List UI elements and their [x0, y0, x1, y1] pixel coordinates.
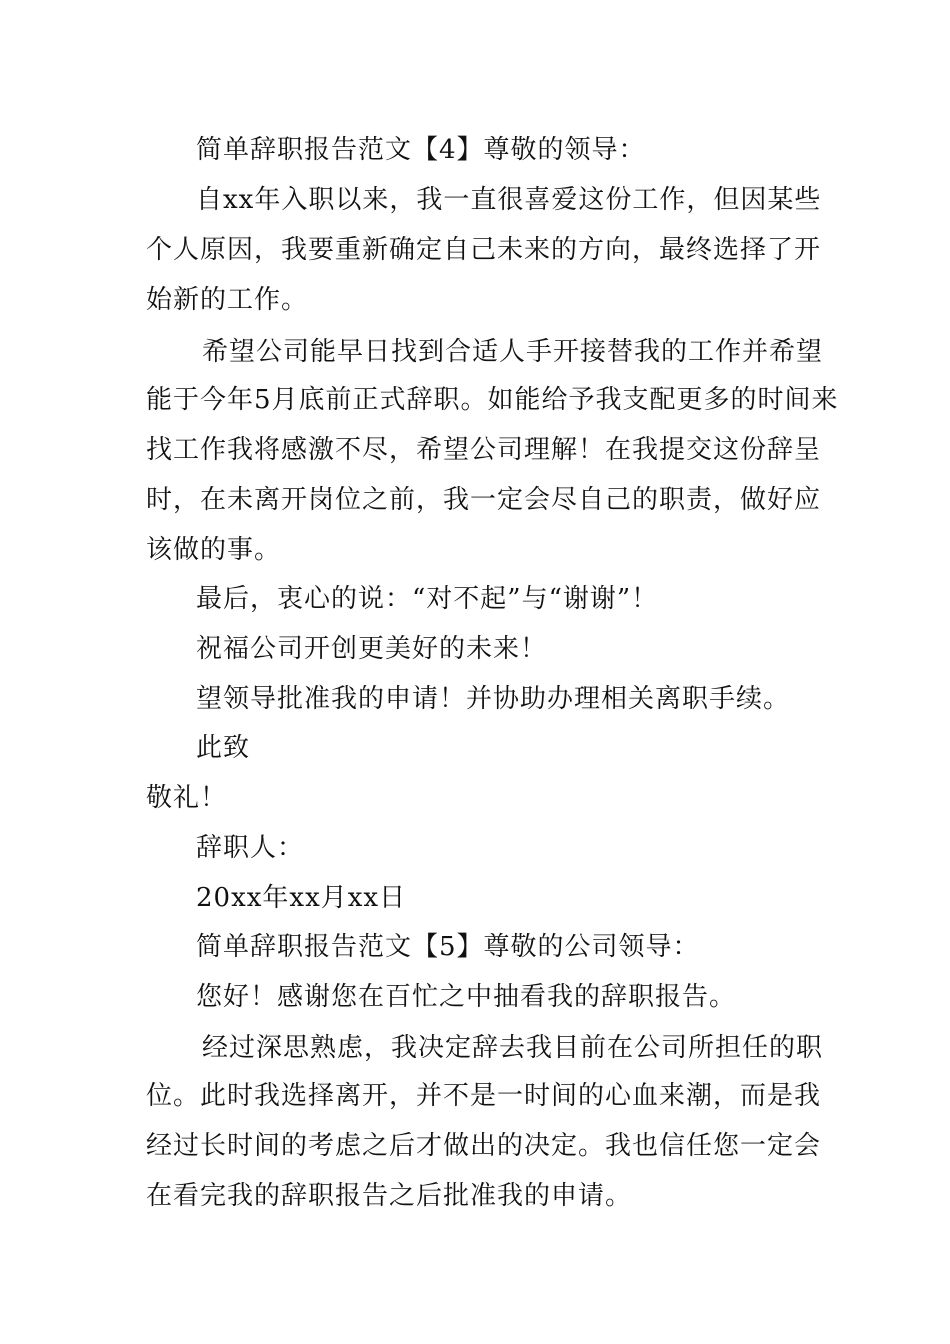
paragraph-line: 祝福公司开创更美好的未来！ [196, 634, 548, 664]
paragraph-line: 时，在未离开岗位之前，我一定会尽自己的职责，做好应 [146, 485, 822, 515]
paragraph-line: 您好！感谢您在百忙之中抽看我的辞职报告。 [196, 982, 737, 1012]
date-line: 20xx年xx月xx日 [196, 883, 407, 913]
signature-label: 辞职人： [196, 833, 305, 863]
paragraph-line: 始新的工作。 [146, 285, 309, 315]
closing-line: 此致 [196, 733, 251, 763]
heading-sample-4: 简单辞职报告范文【4】尊敬的领导： [196, 135, 646, 165]
closing-line: 敬礼！ [146, 783, 228, 813]
paragraph-line: 经过深思熟虑，我决定辞去我目前在公司所担任的职 [202, 1033, 824, 1063]
paragraph-line: 位。此时我选择离开，并不是一时间的心血来潮，而是我 [146, 1081, 822, 1111]
paragraph-line: 望领导批准我的申请！并协助办理相关离职手续。 [196, 684, 791, 714]
paragraph-line: 找工作我将感激不尽，希望公司理解！在我提交这份辞呈 [146, 435, 822, 465]
paragraph-line: 该做的事。 [146, 535, 282, 565]
paragraph-line: 个人原因，我要重新确定自己未来的方向，最终选择了开 [146, 235, 822, 265]
paragraph-line: 自xx年入职以来，我一直很喜爱这份工作，但因某些 [196, 185, 822, 215]
paragraph-line: 能于今年5月底前正式辞职。如能给予我支配更多的时间来 [146, 385, 839, 415]
paragraph-line: 经过长时间的考虑之后才做出的决定。我也信任您一定会 [146, 1131, 822, 1161]
paragraph-line: 希望公司能早日找到合适人手开接替我的工作并希望 [202, 337, 824, 367]
paragraph-line: 最后，衷心的说：“对不起”与“谢谢”！ [196, 584, 659, 614]
paragraph-line: 在看完我的辞职报告之后批准我的申请。 [146, 1181, 633, 1211]
heading-sample-5: 简单辞职报告范文【5】尊敬的公司领导： [196, 932, 700, 962]
